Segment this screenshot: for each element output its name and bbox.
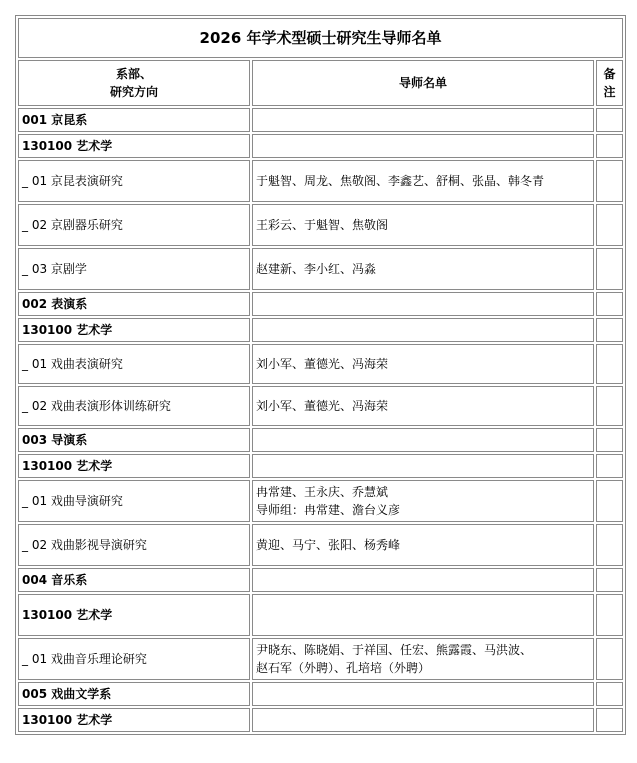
advisors-cell: 尹晓东、陈晓娟、于祥国、任宏、熊露霞、马洪波、 赵石军（外聘）、孔培培（外聘） (252, 638, 594, 680)
remark-cell (596, 682, 623, 706)
table-row (18, 248, 623, 290)
remark-cell (596, 108, 623, 132)
research-direction-cell: _ 02 戏曲影视导演研究 (18, 524, 250, 566)
table-row (18, 428, 623, 452)
header-advisors: 导师名单 (252, 60, 594, 106)
header-remark: 备 注 (596, 60, 623, 106)
table-row (18, 292, 623, 316)
table-row (18, 638, 623, 680)
remark-cell (596, 480, 623, 522)
department-cell: 001 京昆系 (18, 108, 250, 132)
department-cell: 004 音乐系 (18, 568, 250, 592)
major-cell: 130100 艺术学 (18, 454, 250, 478)
remark-cell (596, 134, 623, 158)
table-row (18, 682, 623, 706)
table-row (18, 480, 623, 522)
remark-cell (596, 386, 623, 426)
advisor-table (15, 15, 626, 735)
table-row (18, 594, 623, 636)
major-cell: 130100 艺术学 (18, 594, 250, 636)
advisors-cell (252, 428, 594, 452)
remark-cell (596, 524, 623, 566)
advisors-cell (252, 134, 594, 158)
advisors-cell (252, 454, 594, 478)
advisors-cell: 刘小军、董德光、冯海荣 (252, 386, 594, 426)
remark-cell (596, 344, 623, 384)
advisors-cell (252, 594, 594, 636)
research-direction-cell: _ 01 戏曲表演研究 (18, 344, 250, 384)
header-direction: 系部、 研究方向 (18, 60, 250, 106)
header-row (18, 60, 623, 106)
remark-cell (596, 568, 623, 592)
remark-cell (596, 292, 623, 316)
advisors-cell: 王彩云、于魁智、焦敬阁 (252, 204, 594, 246)
table-body (18, 108, 623, 732)
table-row (18, 204, 623, 246)
research-direction-cell: _ 03 京剧学 (18, 248, 250, 290)
advisors-cell (252, 682, 594, 706)
research-direction-cell: _ 02 戏曲表演形体训练研究 (18, 386, 250, 426)
department-cell: 003 导演系 (18, 428, 250, 452)
advisors-cell: 冉常建、王永庆、乔慧斌 导师组：冉常建、澹台义彦 (252, 480, 594, 522)
advisors-cell: 赵建新、李小红、冯淼 (252, 248, 594, 290)
remark-cell (596, 248, 623, 290)
table-row (18, 160, 623, 202)
table-row (18, 344, 623, 384)
major-cell: 130100 艺术学 (18, 318, 250, 342)
table-row (18, 134, 623, 158)
research-direction-cell: _ 01 戏曲音乐理论研究 (18, 638, 250, 680)
advisors-cell (252, 108, 594, 132)
remark-cell (596, 594, 623, 636)
advisors-cell: 刘小军、董德光、冯海荣 (252, 344, 594, 384)
remark-cell (596, 638, 623, 680)
table-row (18, 708, 623, 732)
table-row (18, 108, 623, 132)
advisors-cell: 黄迎、马宁、张阳、杨秀峰 (252, 524, 594, 566)
remark-cell (596, 160, 623, 202)
table-row (18, 524, 623, 566)
major-cell: 130100 艺术学 (18, 134, 250, 158)
advisors-cell (252, 568, 594, 592)
table-row (18, 386, 623, 426)
title-row (18, 18, 623, 58)
remark-cell (596, 428, 623, 452)
remark-cell (596, 454, 623, 478)
remark-cell (596, 708, 623, 732)
department-cell: 005 戏曲文学系 (18, 682, 250, 706)
department-cell: 002 表演系 (18, 292, 250, 316)
research-direction-cell: _ 02 京剧器乐研究 (18, 204, 250, 246)
advisors-cell (252, 708, 594, 732)
advisors-cell: 于魁智、周龙、焦敬阁、李鑫艺、舒桐、张晶、韩冬青 (252, 160, 594, 202)
research-direction-cell: _ 01 戏曲导演研究 (18, 480, 250, 522)
table-row (18, 318, 623, 342)
table-row (18, 454, 623, 478)
table-row (18, 568, 623, 592)
research-direction-cell: _ 01 京昆表演研究 (18, 160, 250, 202)
advisor-list-document (15, 15, 622, 735)
advisors-cell (252, 318, 594, 342)
remark-cell (596, 318, 623, 342)
advisors-cell (252, 292, 594, 316)
remark-cell (596, 204, 623, 246)
document-title: 2026 年学术型硕士研究生导师名单 (18, 18, 623, 58)
major-cell: 130100 艺术学 (18, 708, 250, 732)
